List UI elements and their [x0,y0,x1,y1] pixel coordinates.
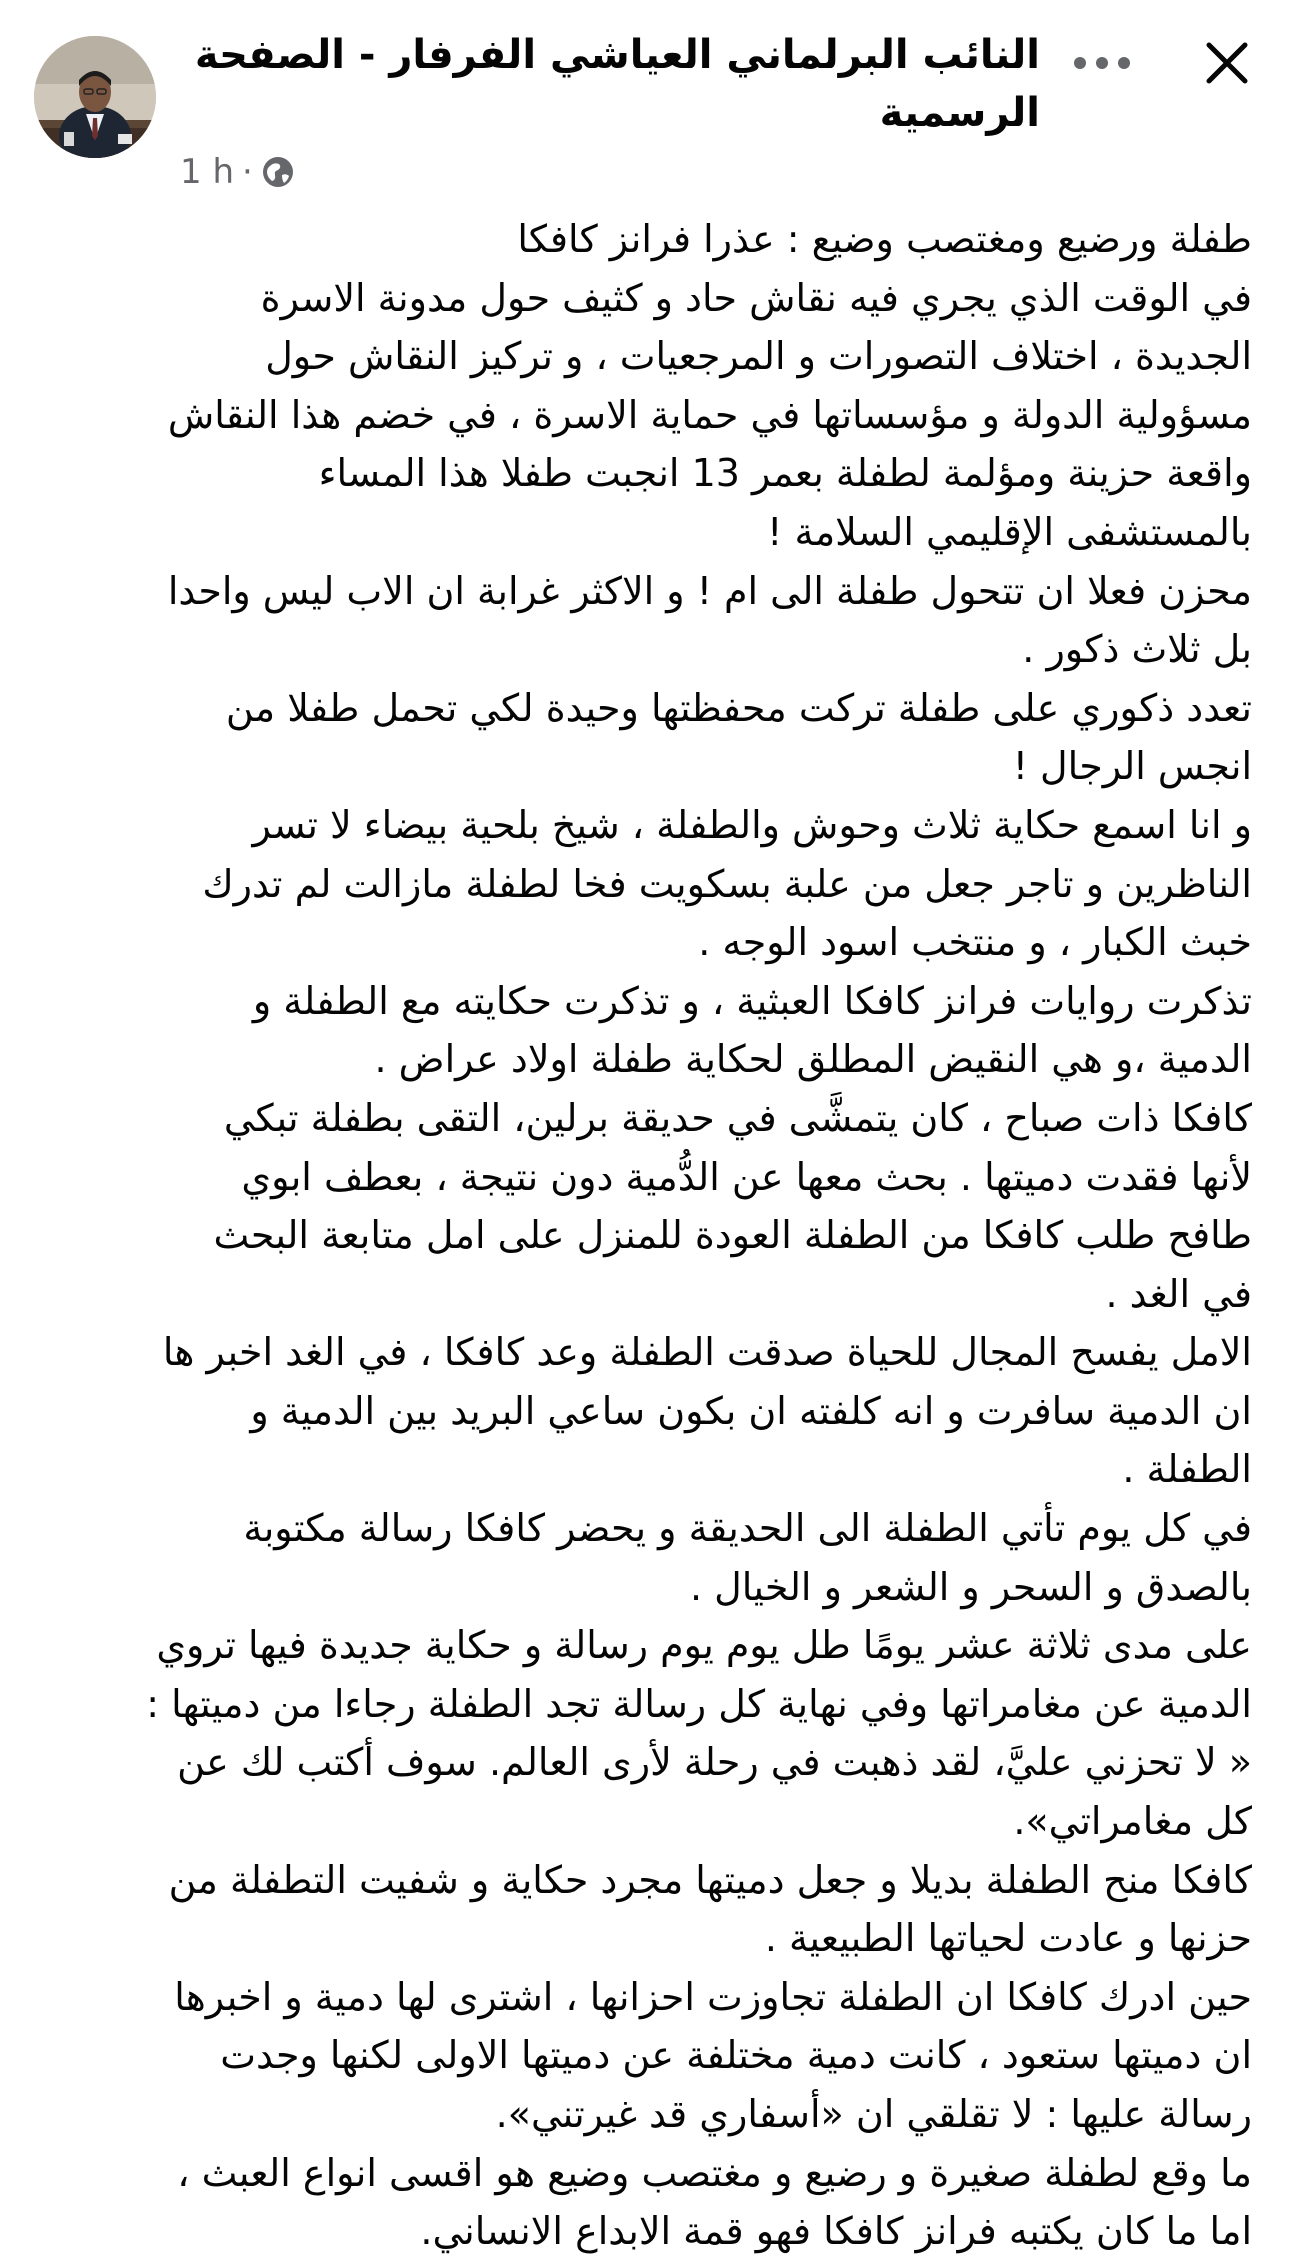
post-text-line: على مدى ثلاثة عشر يومًا طل يوم يوم رسالة و حكاية جديدة فيها تروي [156,1623,1252,1668]
post-text-line: الطفلة . [1122,1447,1252,1492]
close-icon [1203,39,1251,87]
post-text [56,210,1252,2261]
post-text-line: كافكا منح الطفلة بديلا و جعل دميتها مجرد حكاية و شفيت التطفلة من [168,1857,1252,1902]
post-text-line: واقعة حزينة ومؤلمة لطفلة بعمر 13 انجبت طفلا هذا المساء [318,451,1252,496]
post-text-line: محزن فعلا ان تتحول طفلة الى ام ! و الاكثر غرابة ان الاب ليس واحدا [167,568,1252,613]
post-text-line: رسالة عليها : لا تقلقي ان «أسفاري قد غيرتني». [495,2092,1252,2136]
post-text-line: ان دميتها ستعود ، كانت دمية مختلفة عن دميتها الاولى لكنها وجدت [220,2033,1252,2078]
post-text-line: بل ثلاث ذكور . [1022,627,1252,672]
post-text-line: الامل يفسح المجال للحياة صدقت الطفلة وعد كافكا ، في الغد اخبر ها [162,1330,1252,1375]
post-text-line: بالصدق و السحر و الشعر و الخيال . [690,1564,1252,1609]
post-text-line: طافح طلب كافكا من الطفلة العودة للمنزل على امل متابعة البحث [213,1213,1252,1258]
more-options-button[interactable] [1062,28,1142,98]
post-text-line: « لا تحزني عليَّ، لقد ذهبت في رحلة لأرى العالم. سوف أكتب لك عن [177,1740,1252,1785]
post-text-line: انجس الرجال ! [1012,744,1252,789]
globe-icon[interactable] [261,155,295,189]
post-text-line: خبث الكبار ، و منتخب اسود الوجه . [698,920,1252,965]
post-header [0,0,1290,200]
page-name[interactable]: النائب البرلماني العياشي الفرفار - الصفحة الرسمية [194,32,1040,136]
post-text-line: بالمستشفى الإقليمي السلامة ! [767,509,1252,554]
post-text-line: ما وقع لطفلة صغيرة و رضيع و مغتصب وضيع هو اقسى انواع العبث ، [177,2150,1252,2195]
post-text-line: مسؤولية الدولة و مؤسساتها في حماية الاسرة ، في خضم هذا النقاش [167,392,1252,437]
post-meta [180,150,295,194]
more-horizontal-icon [1070,55,1134,71]
post-text-line: تذكرت روايات فرانز كافكا العبثية ، و تذكرت حكايته مع الطفلة و [252,978,1252,1023]
post-text-line: في الوقت الذي يجري فيه نقاش حاد و كثيف حول مدونة الاسرة [260,275,1252,320]
post-text-line: حين ادرك كافكا ان الطفلة تجاوزت احزانها ، اشترى لها دمية و اخبرها [174,1974,1252,2019]
post-text-line: و انا اسمع حكاية ثلاث وحوش والطفلة ، شيخ بلحية بيضاء لا تسر [252,802,1252,847]
meta-separator: · [242,152,253,192]
post-text-line: الجديدة ، اختلاف التصورات و المرجعيات ، و تركيز النقاش حول [265,334,1252,379]
post-text-line: تعدد ذكوري على طفلة تركت محفظتها وحيدة لكي تحمل طفلا من [225,685,1252,730]
post-text-line: الناظرين و تاجر جعل من علبة بسكويت فخا لطفلة مازالت لم تدرك [202,861,1252,906]
post-text-line: اما ما كان يكتبه فرانز كافكا فهو قمة الابداع الانساني. [420,2209,1252,2254]
post-text-line: ان الدمية سافرت و انه كلفته ان بكون ساعي البريد بين الدمية و [250,1388,1252,1433]
post-text-line: طفلة ورضيع ومغتصب وضيع : عذرا فرانز كافكا [517,217,1252,261]
post-text-line: في الغد . [1105,1271,1252,1316]
post-time[interactable]: 1 h [180,152,234,192]
post-text-line: في كل يوم تأتي الطفلة الى الحديقة و يحضر كافكا رسالة مكتوبة [243,1506,1252,1551]
post-text-line: الدمية ،و هي النقيض المطلق لحكاية طفلة اولاد عراض . [374,1037,1252,1082]
post-text-line: حزنها و عادت لحياتها الطبيعية . [764,1916,1252,1961]
close-button[interactable] [1192,28,1262,98]
post-text-line: كل مغامراتي». [1013,1799,1252,1844]
page-avatar[interactable] [34,36,156,158]
post-text-line: الدمية عن مغامراتها وفي نهاية كل رسالة تجد الطفلة رجاءا من دميتها : [146,1681,1252,1726]
avatar-photo [34,36,156,158]
post-text-line: كافكا ذات صباح ، كان يتمشَّى في حديقة برلين، التقى بطفلة تبكي [223,1095,1252,1140]
post-text-line: لأنها فقدت دميتها . بحث معها عن الدُّمية دون نتيجة ، بعطف ابوي [241,1154,1252,1199]
